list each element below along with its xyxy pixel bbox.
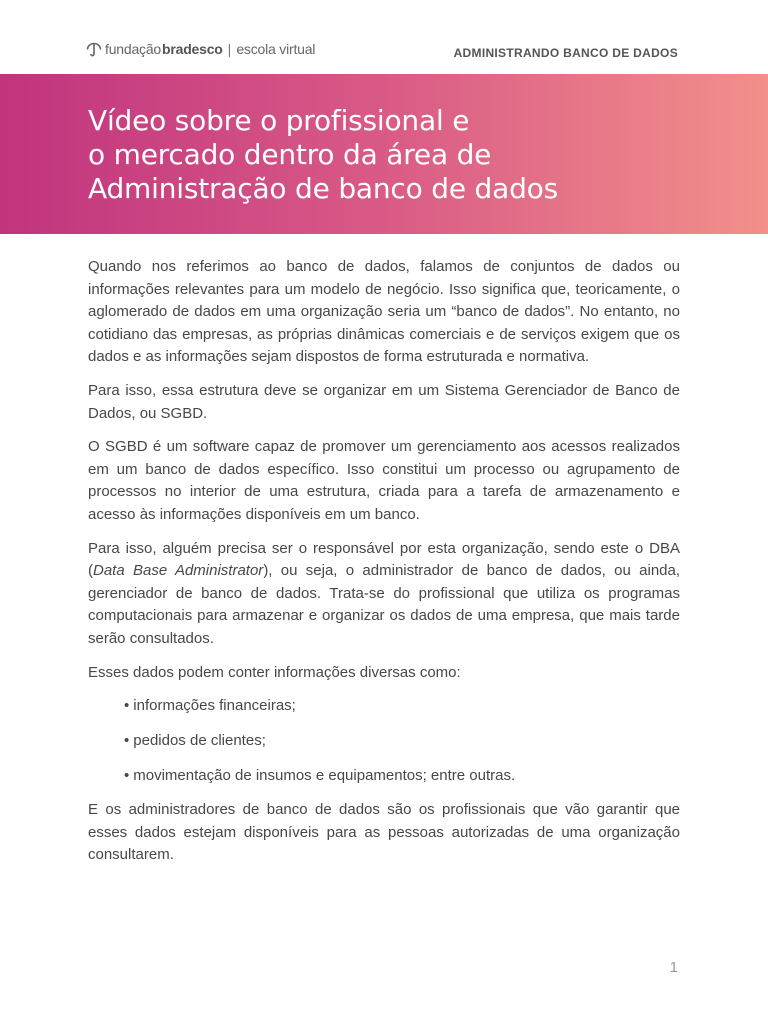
paragraph-sgbd-intro: Para isso, essa estrutura deve se organizar em um Sistema Gerenciador de Banco de Dados, ou SGBD. [88, 381, 680, 422]
list-item-text: movimentação de insumos e equipamentos; entre outras. [133, 767, 516, 785]
bullet: • [124, 697, 130, 715]
paragraph-sgbd-definition: O SGBD é um software capaz de promover um gerenciamento aos acessos realizados em um banco de dados específico. Isso constitui um processo ou agrupamento de processos no interior de uma estrutura, criada para a tarefa de armazenamento e acesso às informações disponíveis em um banco. [88, 438, 680, 523]
page-number: 1 [669, 959, 678, 976]
title-banner [0, 74, 768, 234]
page-title [88, 104, 728, 206]
paragraph-dba-text: ), ou seja, o administrador de banco de dados, ou ainda, gerenciador de banco de dados. Trata-se do profissional que utiliza os programas computacionais para armazenar e organizar os dados de uma empresa, que mais tarde serão consultados. [88, 562, 681, 647]
body-text [88, 256, 680, 878]
page-header [0, 0, 768, 74]
logo-brand-bold: bradesco [162, 41, 223, 57]
page-title-line: Vídeo sobre o profissional e [88, 104, 470, 137]
fundacao-bradesco-logo [86, 41, 315, 57]
list-item [124, 695, 680, 717]
page-title-line: o mercado dentro da área de [88, 138, 492, 171]
umbrella-icon [86, 41, 102, 57]
list-item-text: informações financeiras; [133, 697, 296, 715]
logo-sub: escola virtual [236, 41, 316, 57]
bullet: • [124, 732, 130, 750]
logo-brand-light: fundação [105, 41, 162, 57]
paragraph-dba-text: Para isso, alguém precisa ser o responsável por esta organização, sendo este o DBA ( [88, 539, 680, 580]
dba-term: Data Base Administrator [93, 562, 264, 580]
document-header-title: ADMINISTRANDO BANCO DE DADOS [453, 46, 678, 60]
list-item [124, 765, 680, 787]
list-item [124, 730, 680, 752]
bullet: • [124, 767, 130, 785]
page-title-line: Administração de banco de dados [88, 172, 558, 205]
paragraph-conclusion: E os administradores de banco de dados são os profissionais que vão garantir que esses dados estejam disponíveis para as pessoas autorizadas de uma organização consultarem. [88, 801, 680, 864]
paragraph-data-types: Esses dados podem conter informações diversas como: [88, 663, 461, 681]
paragraph-dba [88, 538, 680, 651]
list-item-text: pedidos de clientes; [133, 732, 266, 750]
logo-separator: | [227, 41, 232, 57]
paragraph-intro: Quando nos referimos ao banco de dados, falamos de conjuntos de dados ou informações relevantes para um modelo de negócio. Isso significa que, teoricamente, o aglomerado de dados em uma organização seria um “banco de dados”. No entanto, no cotidiano das empresas, as próprias dinâmicas comerciais e de serviços exigem que os dados e as informações sejam dispostos de forma estruturada e normativa. [88, 258, 680, 366]
data-types-list [88, 695, 680, 787]
